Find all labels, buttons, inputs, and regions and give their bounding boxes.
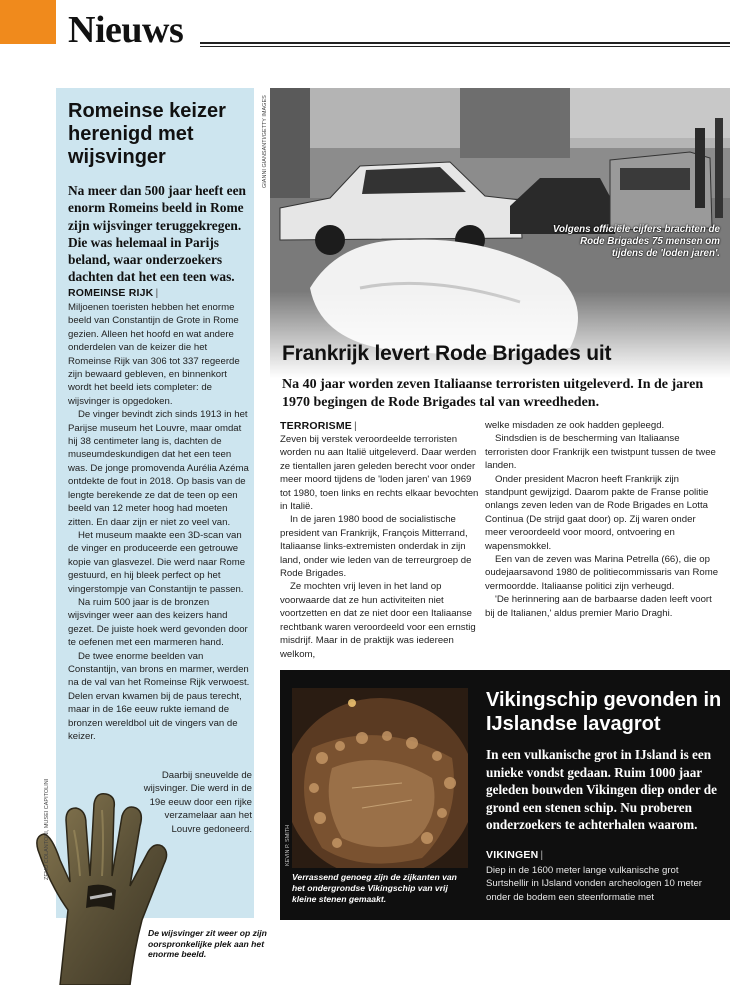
viking-photo-credit: KEVIN P. SMITH xyxy=(285,824,291,866)
red-brigades-column-2 xyxy=(485,419,719,620)
red-brigades-lead: Na 40 jaar worden zeven Italiaanse terroristen uitgeleverd. In de jaren 1970 begingen de Rode Brigades tal van wreedheden. xyxy=(282,377,704,410)
red-brigades-kicker-label: TERRORISME xyxy=(280,420,353,432)
section-title: Nieuws xyxy=(68,9,184,51)
emperor-paragraph: Het museum maakte een 3D-scan van de vinger en produceerde een getrouwe kopie van glasvezel. Die werd naar Rome gestuurd, en hij bleek perfect op het vingerstompje van Constantijn te passen. xyxy=(68,529,246,595)
viking-ship-cave-photo xyxy=(292,688,468,868)
red-brigades-paragraph: Ze mochten vrij leven in het land op voorwaarde dat ze hun activiteiten niet voortzetten en dat ze niet door een Italiaanse rechtbank waren veroordeeld voor een ernstig misdrijf. Maar in de praktijk was iedereen welkom, xyxy=(280,581,476,660)
viking-article-title: Vikingschip gevonden in IJslandse lavagrot xyxy=(486,689,722,735)
hand-photo-caption: De wijsvinger zit weer op zijn oorspronkelijke plek aan het enorme beeld. xyxy=(148,928,267,959)
emperor-paragraph: Miljoenen toeristen hebben het enorme beeld van Constantijn de Grote in Rome gezien. Alleen het hoofd en wat andere onderdelen van de keizer die het Romeinse Rijk van 306 tot 337 regeerde zijn bewaard gebleven, en binnenkort wordt het beeld iets completer: de wijsvinger is opgedoken. xyxy=(68,302,240,407)
emperor-paragraph: De vinger bevindt zich sinds 1913 in het Parijse museum het Louvre, maar omdat hij 38 centimeter lang is, dachten de museumdeskundigen dat het een teen was. De jonge promovenda Aurélia Azéma ontdekte de fout in 2018. Op basis van de lengte berekende ze dat de teen op een beeld van 12 meter hoog had moeten zitten. En daar zijn er niet zo veel van. xyxy=(68,409,249,528)
emperor-paragraph: Na ruim 500 jaar is de bronzen wijsvinger weer aan des keizers hand gezet. De juiste hoek werd gevonden door te oefenen met een marmeren hand. xyxy=(68,596,248,649)
red-brigades-paragraph: 'De herinnering aan de barbaarse daden leeft voort bij de Italianen,' aldus premier Mario Draghi. xyxy=(485,594,712,619)
emperor-article-title: Romeinse keizer herenigd met wijsvinger xyxy=(68,100,226,168)
red-brigades-paragraph: Een van de zeven was Marina Petrella (66), die op oudejaarsavond 1980 de politiecommissaris van Rome vermoordde. Italiaanse politici zijn verheugd. xyxy=(485,554,719,592)
viking-kicker-label: VIKINGEN xyxy=(486,849,539,861)
red-brigades-photo-credit: GIANNI GIANSANTI/GETTY IMAGES xyxy=(262,95,268,188)
section-color-tab xyxy=(0,0,56,44)
viking-article-body: Diep in de 1600 meter lange vulkanische grot Surtshellir in IJsland vonden archeologen 10 meter onder de bodem een steenformatie met xyxy=(486,865,702,903)
hand-photo-credit: ZENO COLANTONI, MUSEI CAPITOLINI xyxy=(44,778,50,880)
red-brigades-paragraph: Zeven bij verstek veroordeelde terroristen worden nu aan Italië uitgeleverd. Daar werden ze tientallen jaren geleden berecht voor onder meer moord tijdens de 'loden jaren' van 1969 tot 1980, toen links en rechts elkaar bevochten in Italië. xyxy=(280,434,479,513)
emperor-paragraph: De twee enorme beelden van Constantijn, van brons en marmer, werden na de val van het Romeinse Rijk verwoest. Delen ervan kwamen bij de paus terecht, maar in de 16e eeuw rukte iemand de bronzen wereldbol uit de vingers van de keizer. xyxy=(68,650,250,742)
red-brigades-paragraph: Onder president Macron heeft Frankrijk zijn standpunt gewijzigd. Daarom pakte de Franse politie onlangs zeven leden van de Rode Brigades en Lotta Continua (De strijd gaat door) op. Zij waren onder meer veroordeeld voor moord, ontvoering en wapensmokkel. xyxy=(485,473,709,552)
emperor-article-body xyxy=(68,301,252,743)
viking-photo-caption: Verrassend genoeg zijn de zijkanten van het ondergrondse Vikingschip van vrij kleine stenen gemaakt. xyxy=(292,872,457,904)
emperor-kicker-label: ROMEINSE RIJK xyxy=(68,287,154,299)
red-brigades-paragraph: Sindsdien is de bescherming van Italiaanse terroristen door Frankrijk een twistpunt tussen de twee landen. xyxy=(485,433,716,472)
viking-kicker: VIKINGEN | xyxy=(486,849,544,861)
viking-article-lead: In een vulkanische grot in IJsland is een unieke vondst gedaan. Ruim 1000 jaar geleden bouwden Vikingen diep onder de grond een stenen schip. Nu proberen onderzoekers te achterhalen waarom. xyxy=(486,747,717,833)
red-brigades-title: Frankrijk levert Rode Brigades uit xyxy=(282,342,612,365)
red-brigades-photo-caption: Volgens officiële cijfers brachten de Rode Brigades 75 mensen om tijdens de 'loden jaren'. xyxy=(552,224,720,259)
emperor-kicker: ROMEINSE RIJK | xyxy=(68,287,159,299)
red-brigades-column-1 xyxy=(280,433,480,661)
emperor-article-lead: Na meer dan 500 jaar heeft een enorm Romeins beeld in Rome zijn wijsvinger teruggekregen. Die was helemaal in Parijs beland, waar onderzoekers dachten dat het een teen was. xyxy=(68,183,247,285)
red-brigades-paragraph: In de jaren 1980 bood de socialistische president van Frankrijk, François Mitterrand, Italiaanse links-extremisten onderdak in zijn land, onder wie leden van de terreurgroep de Rode Brigades. xyxy=(280,514,472,580)
header-rule xyxy=(200,42,730,47)
red-brigades-kicker: TERRORISME | xyxy=(280,420,357,432)
emperor-paragraph-tail: Daarbij sneuvelde de wijsvinger. Die werd in de 19e eeuw door een rijke verzamelaar aan het Louvre gedoneerd. xyxy=(143,770,252,835)
red-brigades-paragraph: welke misdaden ze ook hadden gepleegd. xyxy=(485,420,665,431)
